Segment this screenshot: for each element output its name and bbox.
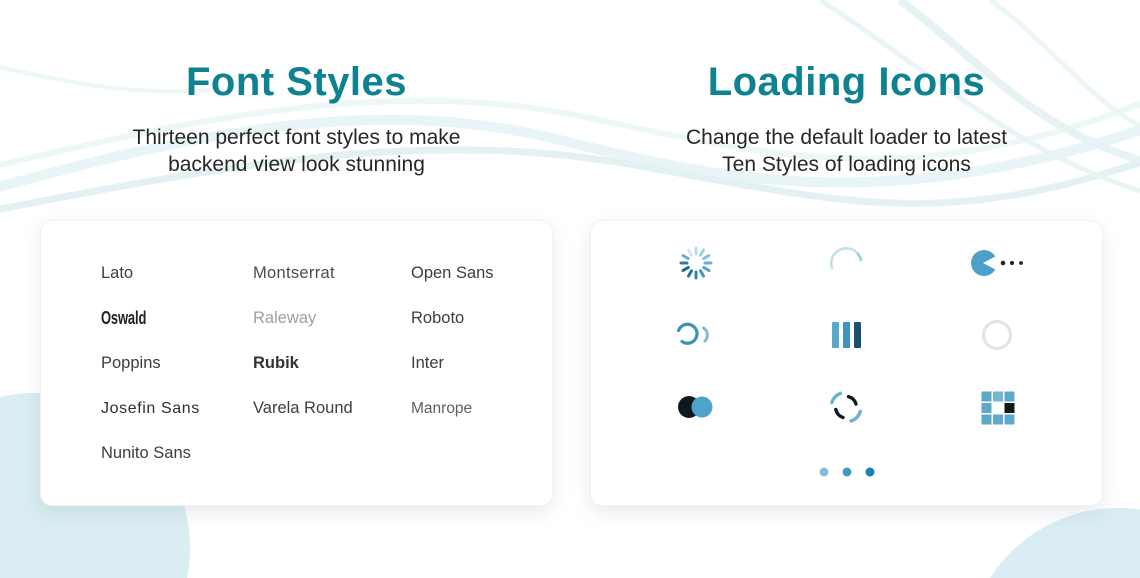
font-name-roboto: Roboto [411,309,465,327]
dots-loader-icon [591,443,1102,501]
font-styles-card [40,220,553,506]
font-name-varela-round: Varela Round [253,399,353,417]
arc-spinner-icon [824,243,868,283]
font-name-inter: Inter [411,354,445,372]
bottom-right-blob [966,508,1140,578]
dual-ball-loader-icon [672,387,720,427]
loading-icons-subtitle-line2: Ten Styles of loading icons [722,153,971,176]
font-name-lato: Lato [101,264,134,282]
double-arc-spinner-icon [672,315,720,355]
font-name-josefin-sans: Josefin Sans [101,399,200,417]
squares-grid-loader-icon [977,387,1017,427]
font-name-oswald: Oswald [101,308,147,328]
loading-icons-card [590,220,1103,506]
font-name-open-sans: Open Sans [411,264,494,282]
bars-loader-icon [826,315,867,355]
loading-icons-subtitle-line1: Change the default loader to latest [685,126,1008,149]
font-name-rubik: Rubik [253,354,299,372]
font-name-montserrat: Montserrat [253,264,335,282]
loading-icons-section [590,58,1103,506]
ring-loader-icon [977,315,1017,355]
font-styles-section [40,58,553,506]
pacman-loader-icon [965,243,1029,283]
loading-icons-subtitle [590,124,1103,178]
font-name-manrope: Manrope [411,399,473,417]
split-ring-spinner-icon [824,385,868,429]
font-name-raleway: Raleway [253,309,317,327]
font-styles-subtitle [40,124,553,178]
font-styles-subtitle-line1: Thirteen perfect font styles to make [132,126,461,149]
font-list-column-3 [411,251,552,476]
font-list-column-1 [101,251,253,476]
loading-icons-grid [591,221,1102,443]
font-name-nunito-sans: Nunito Sans [101,444,191,462]
font-styles-subtitle-line2: backend view look stunning [168,153,425,176]
loading-icons-title: Loading Icons [707,60,986,104]
spinner-dashes-icon [676,243,716,283]
font-styles-title: Font Styles [185,60,408,104]
font-list-column-2 [253,251,411,476]
font-list [41,221,552,476]
font-name-poppins: Poppins [101,354,161,372]
